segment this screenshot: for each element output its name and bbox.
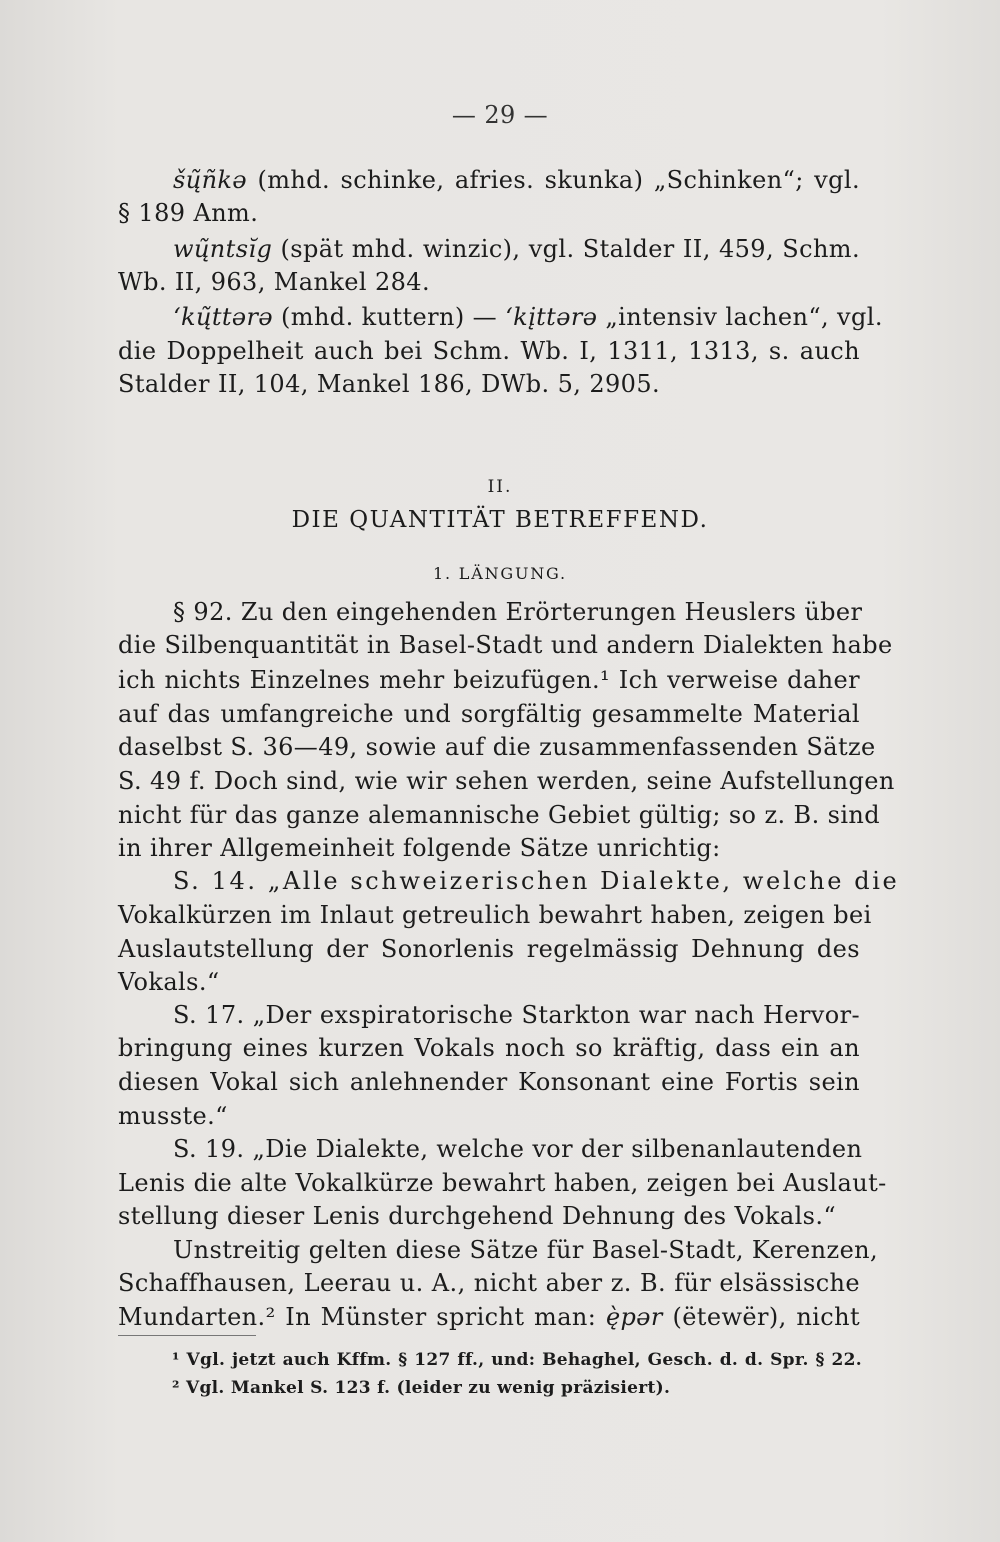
quote-line: Lenis die alte Vokalkürze bewahrt haben, zeigen bei Auslaut- bbox=[118, 1169, 887, 1197]
section-number: II. bbox=[487, 477, 513, 497]
quote-line: Auslautstellung der Sonorlenis regelmässig Dehnung des bbox=[118, 935, 860, 963]
quote-line: Vokalkürzen im Inlaut getreulich bewahrt haben, zeigen bei bbox=[118, 901, 872, 929]
dialect-word: ę̀pər bbox=[605, 1303, 663, 1331]
quote-line: S. 17. „Der exspiratorische Starkton war nach Hervor- bbox=[173, 1001, 860, 1029]
paragraph-line: ich nichts Einzelnes mehr beizufügen.¹ Ich verweise daher bbox=[118, 666, 860, 694]
section-subtitle: 1. LÄNGUNG. bbox=[433, 564, 567, 583]
paragraph-line: § 92. Zu den eingehenden Erörterungen Heuslers über bbox=[173, 598, 863, 626]
entry-line: ‘kų̃ttərə (mhd. kuttern) — ‘kįttərə „intensiv lachen“, vgl. bbox=[173, 303, 883, 331]
paragraph-line: in ihrer Allgemeinheit folgende Sätze unrichtig: bbox=[118, 834, 721, 862]
quote-line: musste.“ bbox=[118, 1102, 228, 1130]
entry-line: Stalder II, 104, Mankel 186, DWb. 5, 2905. bbox=[118, 370, 661, 398]
paragraph-line: Unstreitig gelten diese Sätze für Basel-Stadt, Kerenzen, bbox=[173, 1236, 879, 1264]
entry-line: wų̃ntsĭg (spät mhd. winzic), vgl. Stalder II, 459, Schm. bbox=[173, 235, 860, 263]
paragraph-line: nicht für das ganze alemannische Gebiet gültig; so z. B. sind bbox=[118, 801, 881, 829]
quote-line: stellung dieser Lenis durchgehend Dehnung des Vokals.“ bbox=[118, 1202, 837, 1230]
footnote-rule bbox=[118, 1335, 256, 1336]
paragraph-line: Mundarten.² In Münster spricht man: ę̀pər (ëtewër), nicht bbox=[118, 1303, 860, 1331]
page-number: — 29 — bbox=[451, 101, 549, 129]
entry-line: Wb. II, 963, Mankel 284. bbox=[118, 268, 431, 296]
quote-line: S. 14. „Alle schweizerischen Dialekte, welche die bbox=[173, 867, 900, 895]
entry-headword-variant: ‘kįttərə bbox=[505, 303, 598, 331]
entry-headword: ‘kų̃ttərə bbox=[173, 303, 273, 331]
section-title: DIE QUANTITÄT BETREFFEND. bbox=[291, 507, 709, 533]
paragraph-line: die Silbenquantität in Basel-Stadt und andern Dialekten habe bbox=[118, 631, 893, 659]
paragraph-line: Schaffhausen, Leerau u. A., nicht aber z. B. für elsässische bbox=[118, 1269, 860, 1297]
entry-headword: wų̃ntsĭg bbox=[173, 235, 273, 263]
entry-line: šų̃ñkə (mhd. schinke, afries. skunka) „Schinken“; vgl. bbox=[173, 166, 860, 194]
entry-line: § 189 Anm. bbox=[118, 199, 259, 227]
quote-line: Vokals.“ bbox=[118, 968, 220, 996]
entry-line: die Doppelheit auch bei Schm. Wb. I, 1311, 1313, s. auch bbox=[118, 337, 860, 365]
quote-line: S. 19. „Die Dialekte, welche vor der silbenanlautenden bbox=[173, 1135, 863, 1163]
paragraph-line: S. 49 f. Doch sind, wie wir sehen werden, seine Aufstellungen bbox=[118, 767, 895, 795]
paragraph-line: daselbst S. 36—49, sowie auf die zusammenfassenden Sätze bbox=[118, 733, 876, 761]
paragraph-line: auf das umfangreiche und sorgfältig gesammelte Material bbox=[118, 700, 860, 728]
entry-headword: šų̃ñkə bbox=[173, 166, 247, 194]
quote-line: bringung eines kurzen Vokals noch so kräftig, dass ein an bbox=[118, 1034, 860, 1062]
quote-line: diesen Vokal sich anlehnender Konsonant eine Fortis sein bbox=[118, 1068, 860, 1096]
footnote-2: ² Vgl. Mankel S. 123 f. (leider zu wenig präzisiert). bbox=[172, 1378, 671, 1398]
footnote-1: ¹ Vgl. jetzt auch Kffm. § 127 ff., und: Behaghel, Gesch. d. d. Spr. § 22. bbox=[172, 1350, 862, 1370]
